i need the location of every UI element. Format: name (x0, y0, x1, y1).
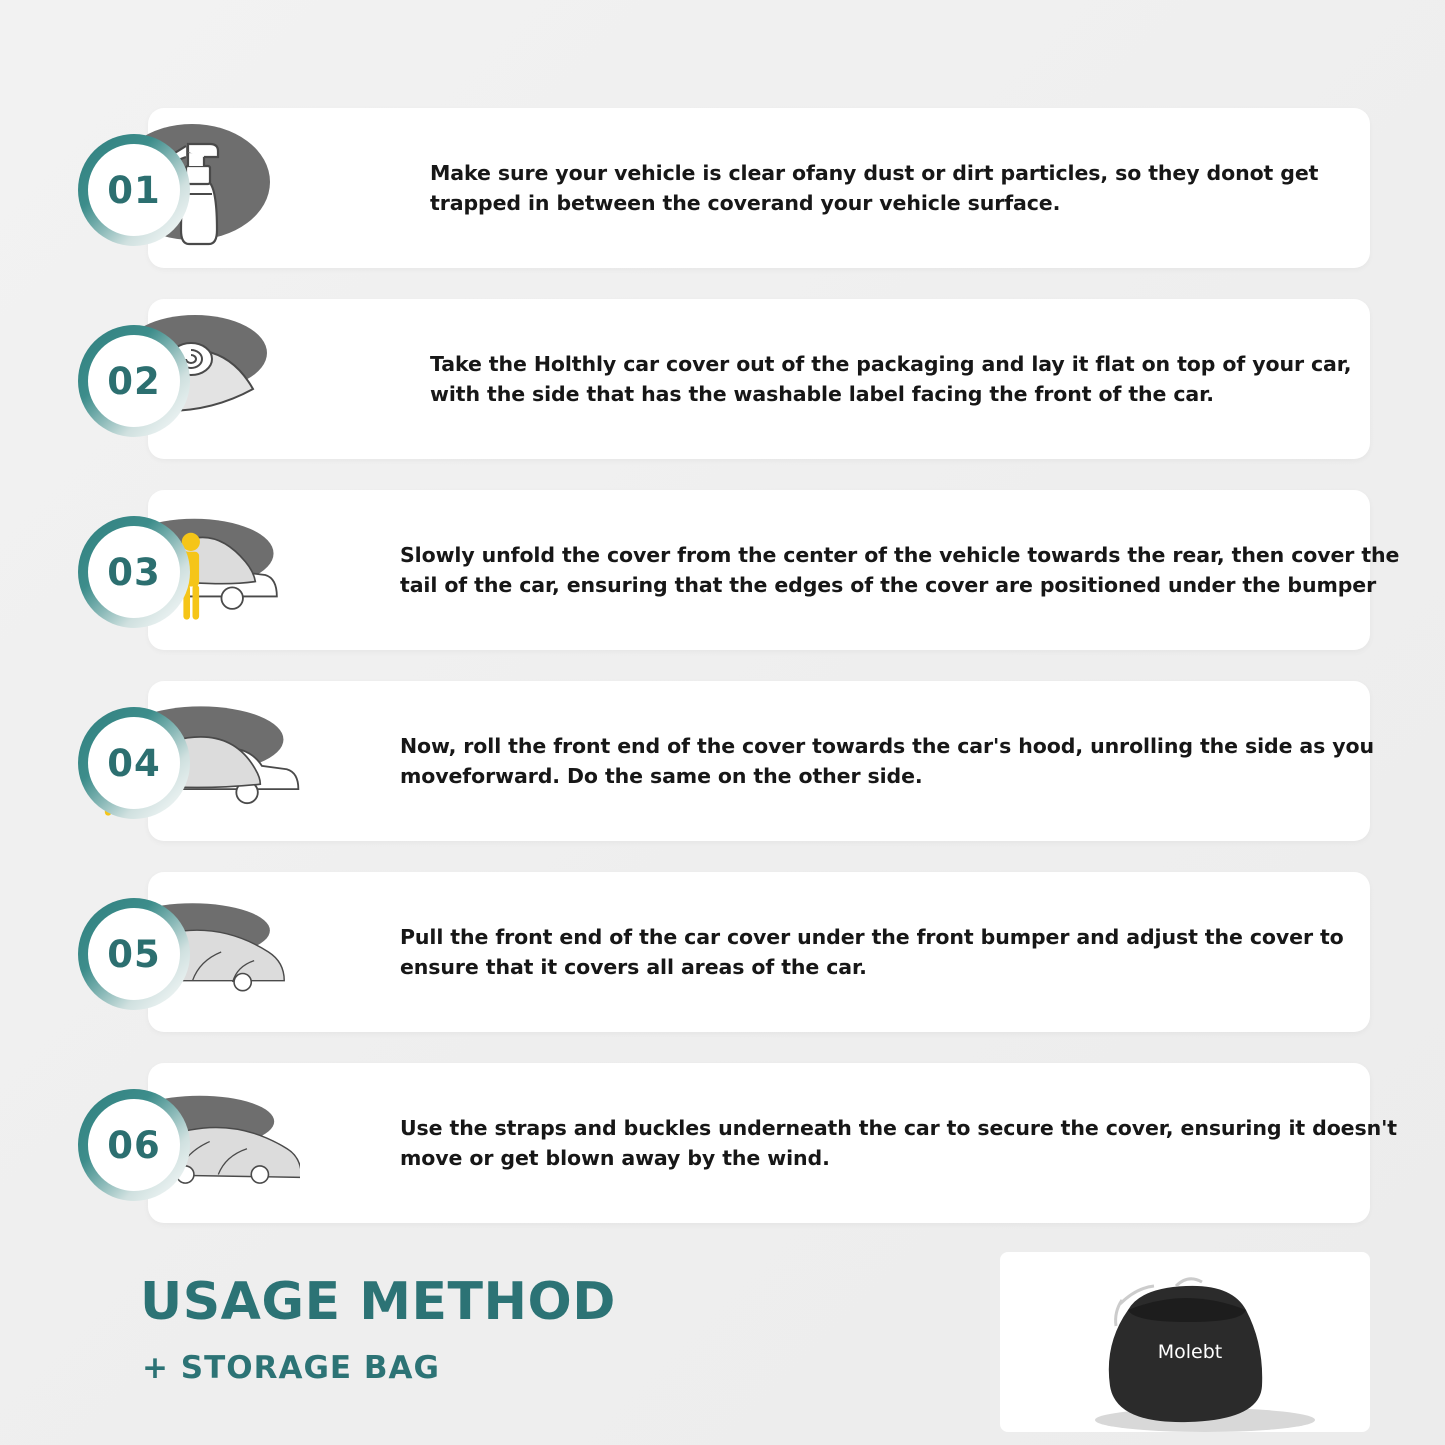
step-item (0, 108, 1445, 268)
step-text: Pull the front end of the car cover under the front bumper and adjust the cover to ensure that it covers all areas of the car. (400, 924, 1344, 979)
step-badge (78, 134, 190, 246)
step-number: 06 (107, 1123, 161, 1167)
step-badge (78, 898, 190, 1010)
bag-brand-label: Molebt (1157, 1341, 1223, 1363)
storage-bag-image (1000, 1252, 1370, 1432)
footer-title: USAGE METHOD (140, 1272, 616, 1332)
step-badge (78, 325, 190, 437)
step-badge-inner (88, 144, 180, 236)
step-text: Use the straps and buckles underneath the car to secure the cover, ensuring it doesn't move or get blown away by the wind. (400, 1115, 1397, 1170)
step-item (0, 681, 1445, 841)
step-text: Make sure your vehicle is clear ofany dust or dirt particles, so they donot get trapped in between the coverand your vehicle surface. (430, 160, 1319, 215)
footer-subtitle: + STORAGE BAG (142, 1350, 440, 1386)
step-number: 01 (107, 168, 161, 212)
step-number: 04 (107, 741, 161, 785)
step-number: 02 (107, 359, 161, 403)
step-badge (78, 1089, 190, 1201)
storage-bag-card (1000, 1252, 1370, 1432)
step-badge-inner (88, 908, 180, 1000)
step-item (0, 1063, 1445, 1223)
step-badge-inner (88, 335, 180, 427)
step-badge (78, 707, 190, 819)
step-badge-inner (88, 1099, 180, 1191)
step-item (0, 872, 1445, 1032)
step-item (0, 490, 1445, 650)
step-badge-inner (88, 717, 180, 809)
step-badge (78, 516, 190, 628)
step-text: Take the Holthly car cover out of the packaging and lay it flat on top of your car, with the side that has the washable label facing the front of the car. (430, 351, 1352, 406)
step-number: 03 (107, 550, 161, 594)
step-item (0, 299, 1445, 459)
step-text: Now, roll the front end of the cover towards the car's hood, unrolling the side as you moveforward. Do the same on the other side. (400, 733, 1375, 788)
steps-list (0, 108, 1445, 1254)
step-text: Slowly unfold the cover from the center of the vehicle towards the rear, then cover the tail of the car, ensuring that the edges of the cover are positioned under the bumper (400, 542, 1400, 597)
step-number: 05 (107, 932, 161, 976)
step-badge-inner (88, 526, 180, 618)
